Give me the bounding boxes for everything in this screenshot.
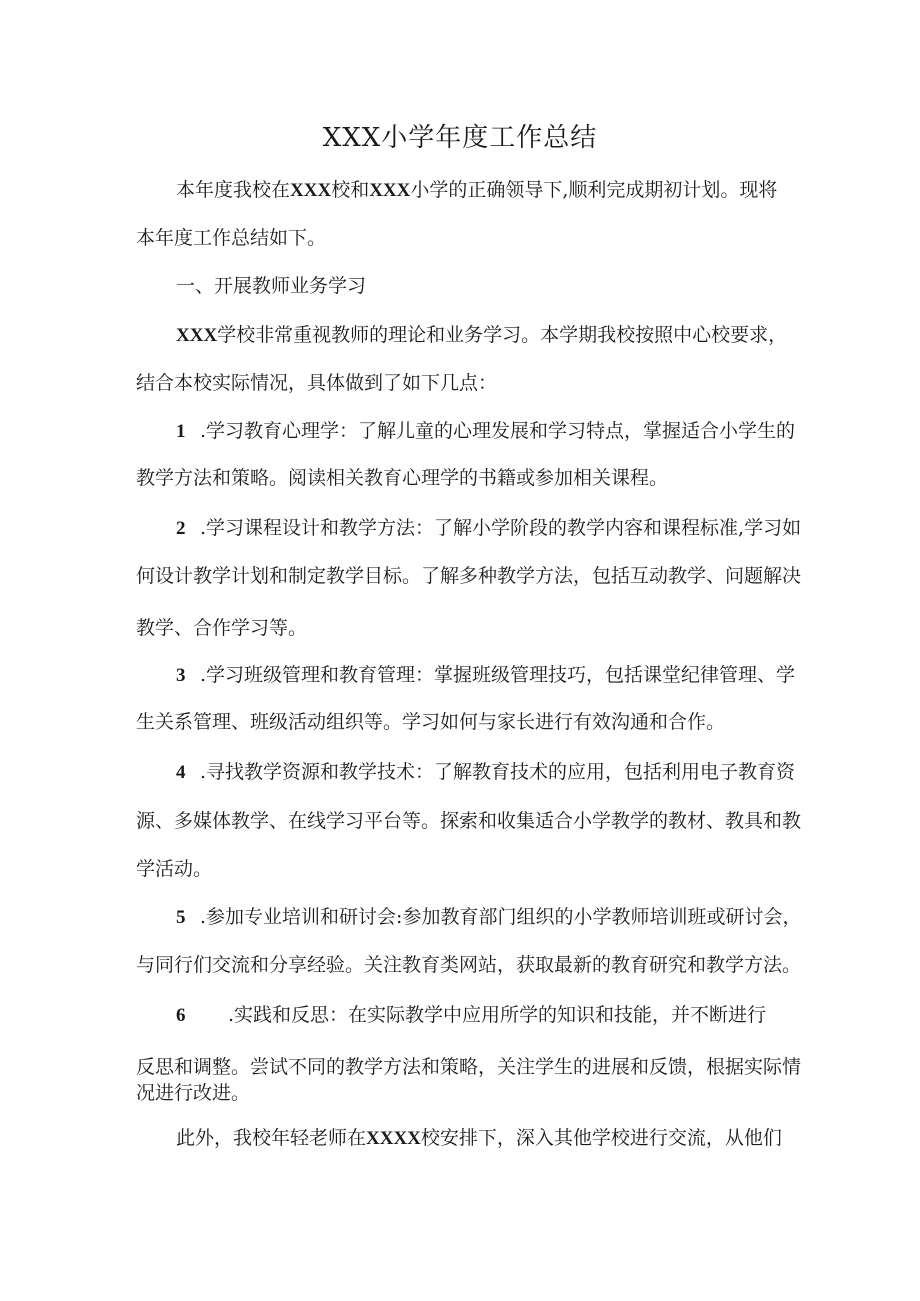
list-item-2-line-2: 何设计教学计划和制定教学目标。了解多种教学方法，包括互动教学、问题解决 bbox=[136, 565, 802, 587]
list-item-5-line-2: 与同行们交流和分享经验。关注教育类网站，获取最新的教育研究和教学方法。 bbox=[136, 954, 802, 976]
intro-text: 校和 bbox=[331, 179, 370, 201]
item-number: 2 bbox=[176, 518, 186, 539]
intro-line-1 bbox=[176, 177, 777, 204]
list-item-1-line-1 bbox=[176, 418, 795, 445]
intro-text: 小学的正确领导下,顺利完成期初计划。现将 bbox=[410, 179, 778, 201]
list-item-3-line-1 bbox=[176, 662, 795, 689]
item-text: .参加专业培训和研讨会:参加教育部门组织的小学教师培训班或研讨会， bbox=[200, 906, 802, 928]
school-name: XXX bbox=[176, 325, 218, 346]
section-heading: 一、开展教师业务学习 bbox=[176, 275, 367, 297]
list-item-4-line-1 bbox=[176, 759, 795, 786]
section-para-line-2: 结合本校实际情况，具体做到了如下几点： bbox=[136, 372, 498, 394]
section-para-line-1 bbox=[176, 322, 787, 349]
item-number: 5 bbox=[176, 907, 186, 928]
item-text: .实践和反思：在实际教学中应用所学的知识和技能，并不断进行 bbox=[228, 1004, 767, 1026]
list-item-3-line-2: 生关系管理、班级活动组织等。学习如何与家长进行有效沟通和合作。 bbox=[136, 711, 726, 733]
intro-school-name: XXX bbox=[290, 180, 332, 201]
item-number: 6 bbox=[176, 1005, 186, 1026]
item-number: 1 bbox=[176, 421, 186, 442]
closing-line-1 bbox=[176, 1125, 782, 1152]
list-item-5-line-1 bbox=[176, 904, 801, 931]
intro-text: 本年度我校在 bbox=[176, 179, 291, 201]
closing-text: 校安排下，深入其他学校进行交流，从他们 bbox=[420, 1127, 782, 1149]
list-item-4-line-2: 源、多媒体教学、在线学习平台等。探索和收集适合小学教学的教材、教具和教 bbox=[136, 810, 802, 832]
para-text: 学校非常重视教师的理论和业务学习。本学期我校按照中心校要求， bbox=[217, 324, 788, 346]
item-text: .寻找教学资源和教学技术：了解教育技术的应用，包括利用电子教育资 bbox=[200, 761, 796, 783]
item-number: 3 bbox=[176, 665, 186, 686]
closing-school-name: XXXX bbox=[366, 1128, 421, 1149]
list-item-2-line-1 bbox=[176, 515, 801, 542]
item-text: .学习教育心理学：了解儿童的心理发展和学习特点，掌握适合小学生的 bbox=[200, 420, 796, 442]
list-item-1-line-2: 教学方法和策略。阅读相关教育心理学的书籍或参加相关课程。 bbox=[136, 467, 669, 489]
list-item-6-line-2: 反思和调整。尝试不同的教学方法和策略，关注学生的进展和反馈，根据实际情 bbox=[136, 1056, 802, 1078]
item-number: 4 bbox=[176, 762, 186, 783]
document-title: XXX小学年度工作总结 bbox=[322, 123, 598, 153]
list-item-4-line-3: 学活动。 bbox=[136, 858, 213, 880]
intro-line-2: 本年度工作总结如下。 bbox=[136, 227, 327, 249]
list-item-6-line-3: 况进行改进。 bbox=[136, 1082, 251, 1104]
item-text: .学习班级管理和教育管理：掌握班级管理技巧，包括课堂纪律管理、学 bbox=[200, 664, 796, 686]
list-item-2-line-3: 教学、合作学习等。 bbox=[136, 617, 308, 639]
closing-text: 此外，我校年轻老师在 bbox=[176, 1127, 367, 1149]
item-text: .学习课程设计和教学方法：了解小学阶段的教学内容和课程标准,学习如 bbox=[200, 517, 802, 539]
intro-school-name: XXX bbox=[369, 180, 411, 201]
list-item-6-line-1 bbox=[176, 1002, 766, 1029]
